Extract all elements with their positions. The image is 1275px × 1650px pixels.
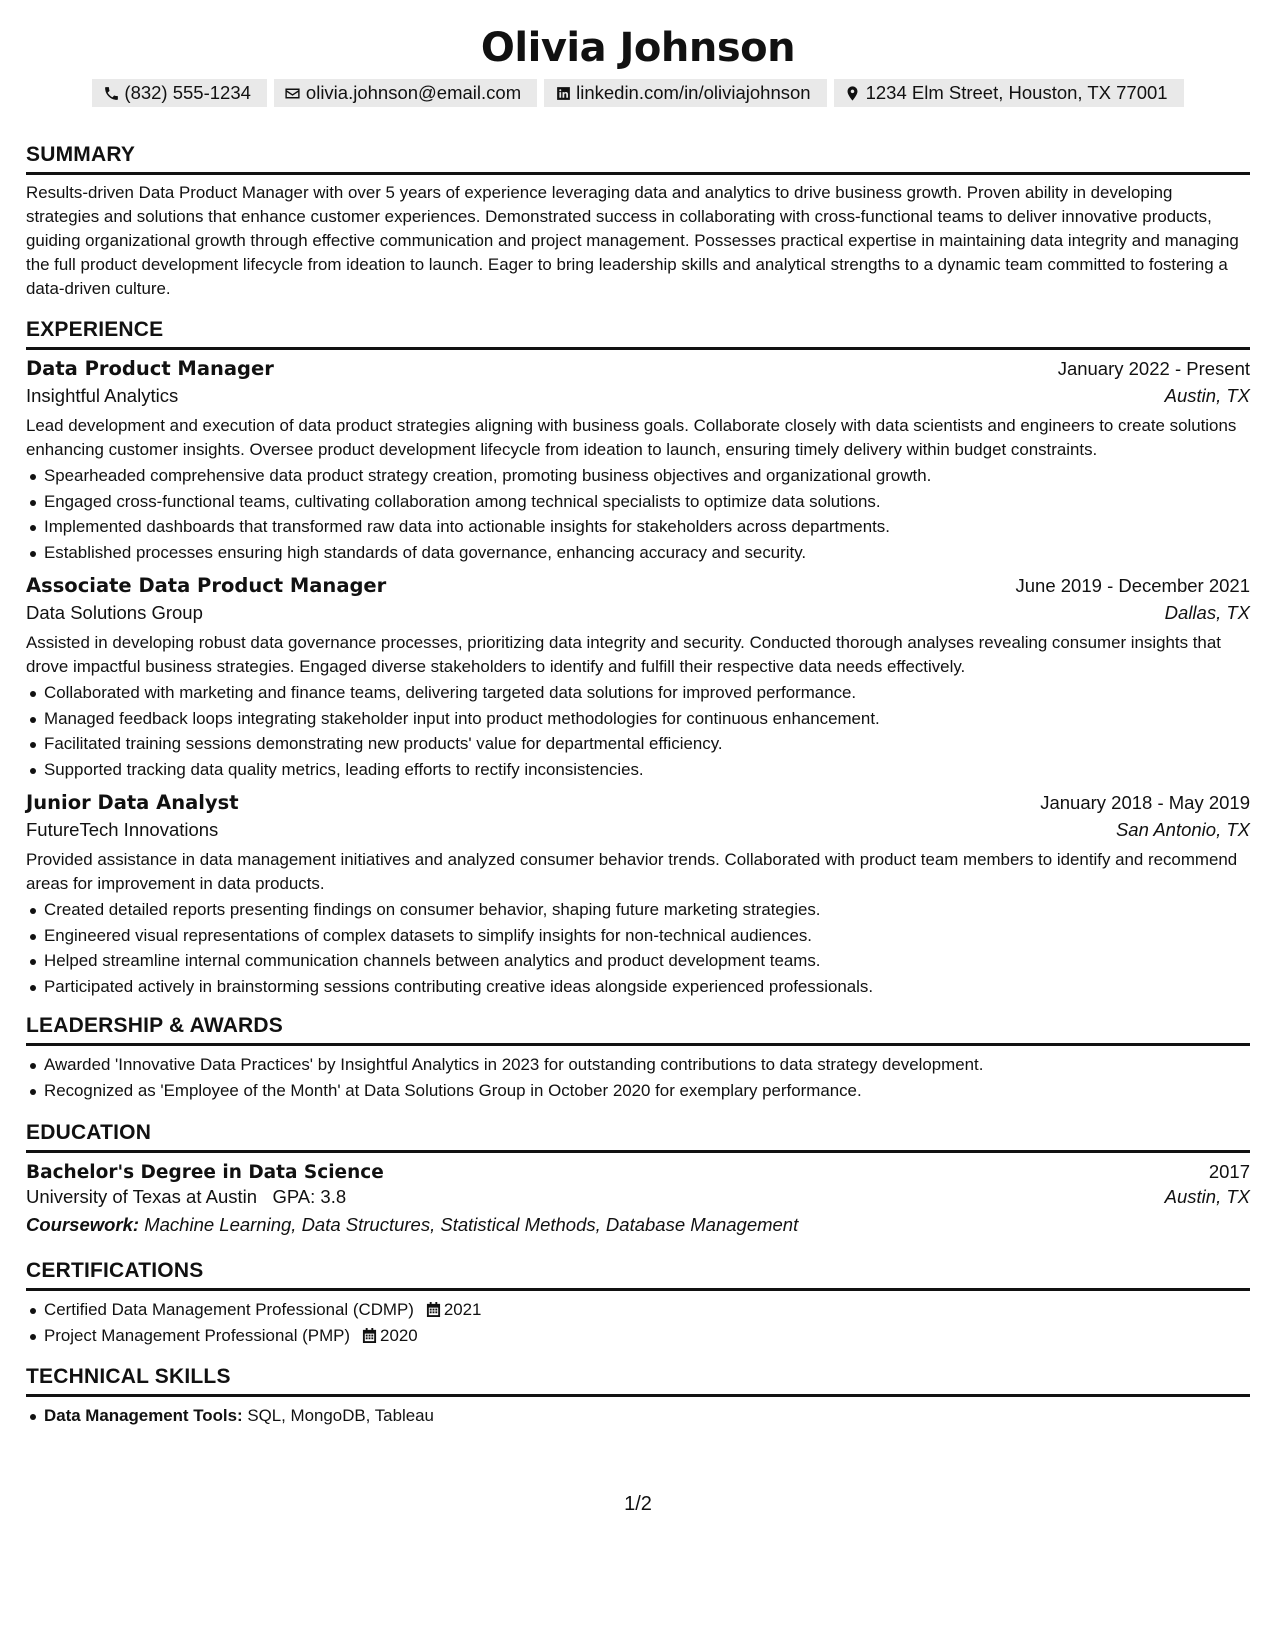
section-title-experience: EXPERIENCE: [26, 318, 1250, 350]
list-item: Created detailed reports presenting findings on consumer behavior, shaping future marketing strategies.: [26, 897, 1250, 923]
school-location: Austin, TX: [1164, 1186, 1250, 1207]
job-subheader: [26, 819, 1250, 841]
summary-text: Results-driven Data Product Manager with over 5 years of experience leveraging data and analytics to drive business growth. Proven ability in developing strategies and solutions that enhance customer experiences. Demonstrated success in collaborating with cross-functional teams to deliver innovative products, guiding organizational growth through effective communication and project management. Possesses practical expertise in maintaining data integrity and managing the full product development lifecycle from ideation to launch. Eager to bring leadership skills and analytical strengths to a dynamic team committed to fostering a data-driven culture.: [26, 183, 1239, 298]
experience-section: [26, 318, 1250, 999]
certification-year: 2021: [443, 1300, 482, 1319]
list-item: Awarded 'Innovative Data Practices' by Insightful Analytics in 2023 for outstanding contributions to data strategy development.: [26, 1052, 1250, 1078]
contact-linkedin[interactable]: [544, 79, 826, 107]
phone-icon: [102, 84, 120, 102]
skill-category: Data Management Tools:: [44, 1406, 243, 1425]
job-location: Dallas, TX: [1164, 602, 1250, 623]
contact-phone[interactable]: [92, 79, 267, 107]
certifications-list: [26, 1297, 1250, 1348]
list-item: Engineered visual representations of complex datasets to simplify insights for non-technical audiences.: [26, 923, 1250, 949]
job-bullets: [26, 463, 1250, 565]
envelope-icon: [284, 84, 302, 102]
school-info: [26, 1186, 346, 1208]
job-subheader: [26, 385, 1250, 407]
job-location: San Antonio, TX: [1115, 819, 1250, 840]
job-entry: [26, 357, 1250, 565]
list-item: Facilitated training sessions demonstrating new products' value for departmental efficiency.: [26, 731, 1250, 757]
section-title-skills: TECHNICAL SKILLS: [26, 1365, 1250, 1397]
education-subheader: [26, 1186, 1250, 1208]
school-name: University of Texas at Austin: [26, 1186, 258, 1207]
job-dates: January 2018 - May 2019: [1040, 792, 1250, 813]
job-description: Provided assistance in data management initiatives and analyzed consumer behavior trends. Collaborated with product team members to identify and recommend areas for improvement in data products.: [26, 850, 1238, 893]
job-entry: [26, 791, 1250, 999]
list-item: [26, 1323, 1250, 1349]
coursework: [26, 1214, 1250, 1236]
job-header: [26, 357, 1250, 380]
degree-title: Bachelor's Degree in Data Science: [26, 1162, 384, 1183]
list-item: Participated actively in brainstorming sessions contributing creative ideas alongside experienced professionals.: [26, 974, 1250, 1000]
job-title: Associate Data Product Manager: [26, 574, 387, 597]
list-item: Helped streamline internal communication channels between analytics and product development teams.: [26, 948, 1250, 974]
resume-page: [26, 0, 1250, 1650]
job-bullets: [26, 680, 1250, 782]
summary-section: [26, 143, 1250, 301]
list-item: [26, 1403, 1250, 1429]
certification-name: Certified Data Management Professional (CDMP): [44, 1300, 414, 1319]
company-name: Data Solutions Group: [26, 602, 203, 623]
skill-values: SQL, MongoDB, Tableau: [247, 1406, 434, 1425]
certification-name: Project Management Professional (PMP): [44, 1325, 351, 1345]
coursework-label: Coursework:: [26, 1214, 140, 1235]
list-item: Engaged cross-functional teams, cultivating collaboration among technical specialists to optimize data solutions.: [26, 489, 1250, 515]
leadership-section: [26, 1014, 1250, 1103]
contact-address[interactable]: [834, 79, 1184, 107]
job-title: Junior Data Analyst: [26, 791, 239, 814]
page-number: 1/2: [624, 1493, 652, 1515]
section-title-certifications: CERTIFICATIONS: [26, 1259, 1250, 1291]
contact-email[interactable]: [274, 79, 537, 107]
contact-email-text: olivia.johnson@email.com: [305, 82, 522, 103]
linkedin-icon: [554, 84, 572, 102]
calendar-icon: [362, 1325, 377, 1340]
candidate-name: Olivia Johnson: [480, 25, 796, 71]
coursework-list: Machine Learning, Data Structures, Statistical Methods, Database Management: [144, 1214, 799, 1235]
company-name: FutureTech Innovations: [26, 819, 219, 840]
company-name: Insightful Analytics: [26, 385, 179, 406]
job-description: Lead development and execution of data product strategies aligning with business goals. Collaborate closely with data scientists and engineers to create solutions enhancing customer insights. Oversee product development lifecycle from ideation to launch, ensuring timely delivery within budget constraints.: [26, 416, 1237, 459]
job-dates: June 2019 - December 2021: [1015, 575, 1250, 596]
section-title-summary: SUMMARY: [26, 143, 1250, 175]
job-title: Data Product Manager: [26, 357, 274, 380]
job-entry: [26, 574, 1250, 782]
graduation-year: 2017: [1208, 1161, 1250, 1182]
list-item: Recognized as 'Employee of the Month' at Data Solutions Group in October 2020 for exemplary performance.: [26, 1078, 1250, 1104]
job-header: [26, 574, 1250, 597]
list-item: Managed feedback loops integrating stakeholder input into product methodologies for continuous enhancement.: [26, 706, 1250, 732]
list-item: Spearheaded comprehensive data product strategy creation, promoting business objectives and organizational growth.: [26, 463, 1250, 489]
job-subheader: [26, 602, 1250, 624]
job-description: Assisted in developing robust data governance processes, prioritizing data integrity and security. Conducted thorough analyses revealing consumer insights that drove impactful business strategies. Engaged diverse stakeholders to identify and fulfill their respective data needs effectively.: [26, 633, 1221, 676]
contact-address-text: 1234 Elm Street, Houston, TX 77001: [865, 82, 1168, 103]
gpa: GPA: 3.8: [272, 1186, 347, 1207]
skills-section: [26, 1365, 1250, 1429]
education-section: [26, 1121, 1250, 1236]
job-bullets: [26, 897, 1250, 999]
job-dates: January 2022 - Present: [1057, 358, 1250, 379]
job-location: Austin, TX: [1164, 385, 1250, 406]
contact-bar: [26, 79, 1250, 107]
certification-year: 2020: [380, 1325, 418, 1345]
contact-phone-text: (832) 555-1234: [124, 82, 251, 103]
education-header: [26, 1161, 1250, 1183]
calendar-icon: [426, 1299, 441, 1314]
list-item: Established processes ensuring high standards of data governance, enhancing accuracy and security.: [26, 540, 1250, 566]
certifications-section: [26, 1259, 1250, 1348]
list-item: [26, 1297, 1250, 1323]
list-item: Implemented dashboards that transformed raw data into actionable insights for stakeholders across departments.: [26, 514, 1250, 540]
job-header: [26, 791, 1250, 814]
section-title-leadership: LEADERSHIP & AWARDS: [26, 1014, 1250, 1046]
list-item: Collaborated with marketing and finance teams, delivering targeted data solutions for improved performance.: [26, 680, 1250, 706]
contact-linkedin-text: linkedin.com/in/oliviajohnson: [576, 82, 811, 103]
section-title-education: EDUCATION: [26, 1121, 1250, 1153]
awards-list: [26, 1052, 1250, 1103]
skills-list: [26, 1403, 1250, 1429]
map-marker-icon: [844, 84, 862, 102]
list-item: Supported tracking data quality metrics, leading efforts to rectify inconsistencies.: [26, 757, 1250, 783]
